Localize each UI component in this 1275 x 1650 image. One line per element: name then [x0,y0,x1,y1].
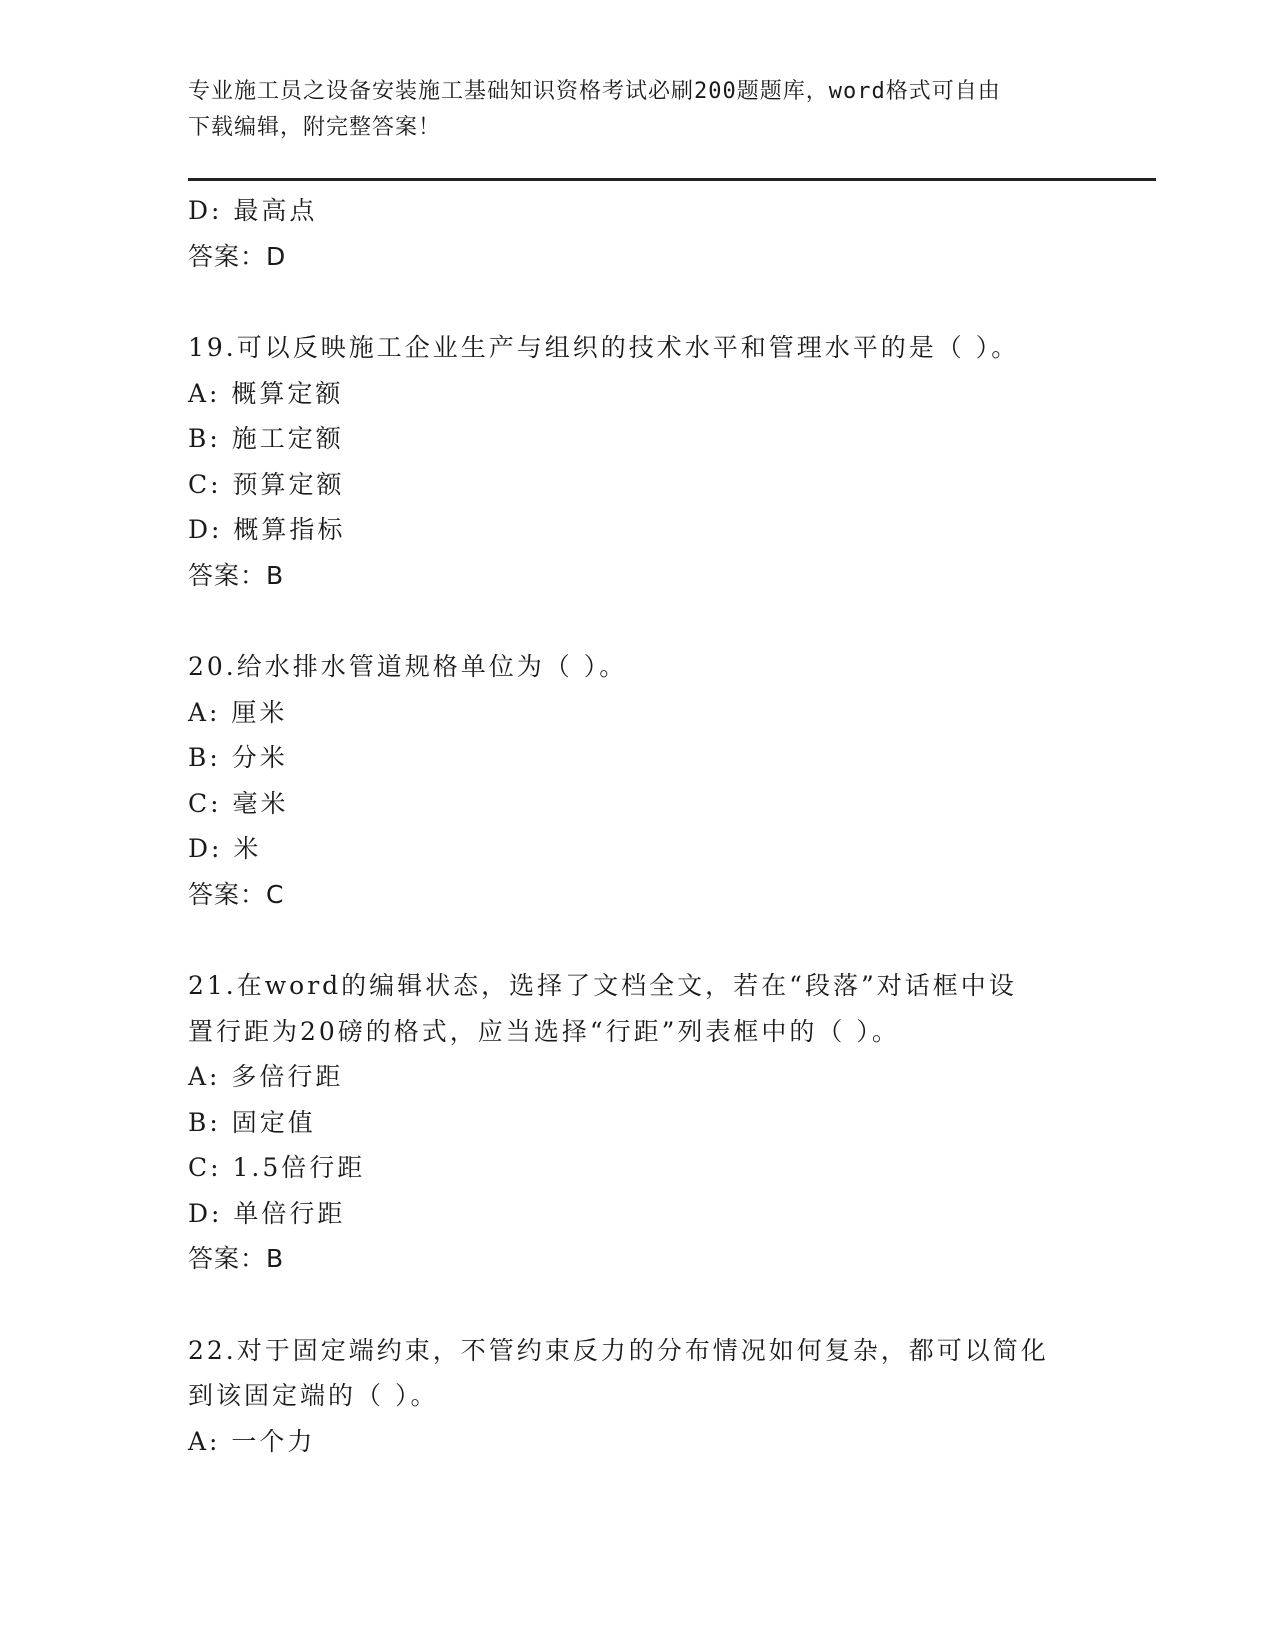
spacer [188,917,1128,963]
question-text: 21.在word的编辑状态，选择了文档全文，若在“段落”对话框中设 [188,971,1017,1000]
header-divider [188,178,1156,181]
option-c: C: 预算定额 [188,469,345,499]
spacer [188,1282,1128,1328]
option-b: B: 施工定额 [188,424,344,453]
question-text: 20.给水排水管道规格单位为（ ）。 [188,652,628,681]
answer-line: 答案：B [188,1244,285,1273]
question-text-continued: 置行距为20磅的格式，应当选择“行距”列表框中的（ ）。 [188,1016,900,1046]
option-d: D: 单倍行距 [188,1198,346,1228]
option-d: D: 最高点 [188,196,318,225]
option-a: A: 厘米 [188,697,288,727]
answer-line: 答案：B [188,560,285,590]
option-c: C: 1.5倍行距 [188,1153,366,1182]
option-a: A: 多倍行距 [188,1062,344,1091]
spacer [188,598,1128,644]
answer-line: 答案：C [188,879,285,909]
answer-line: 答案：D [188,241,287,271]
spacer [188,279,1128,325]
option-d: D: 概算指标 [188,515,346,544]
question-text-continued: 到该固定端的（ ）。 [188,1381,439,1410]
question-text: 22.对于固定端约束，不管约束反力的分布情况如何复杂，都可以简化 [188,1335,1049,1365]
header-line-2: 下载编辑，附完整答案！ [188,115,442,140]
header-line-1: 专业施工员之设备安装施工基础知识资格考试必刷200题题库，word格式可自由 [188,79,1001,104]
option-a: A: 概算定额 [188,378,344,408]
question-list [188,188,1128,1464]
question-text: 19.可以反映施工企业生产与组织的技术水平和管理水平的是（ ）。 [188,333,1020,362]
option-a: A: 一个力 [188,1426,316,1456]
option-c: C: 毫米 [188,788,289,818]
option-d: D: 米 [188,834,262,863]
option-b: B: 固定值 [188,1107,316,1137]
document-header [188,74,1088,146]
option-b: B: 分米 [188,743,288,772]
